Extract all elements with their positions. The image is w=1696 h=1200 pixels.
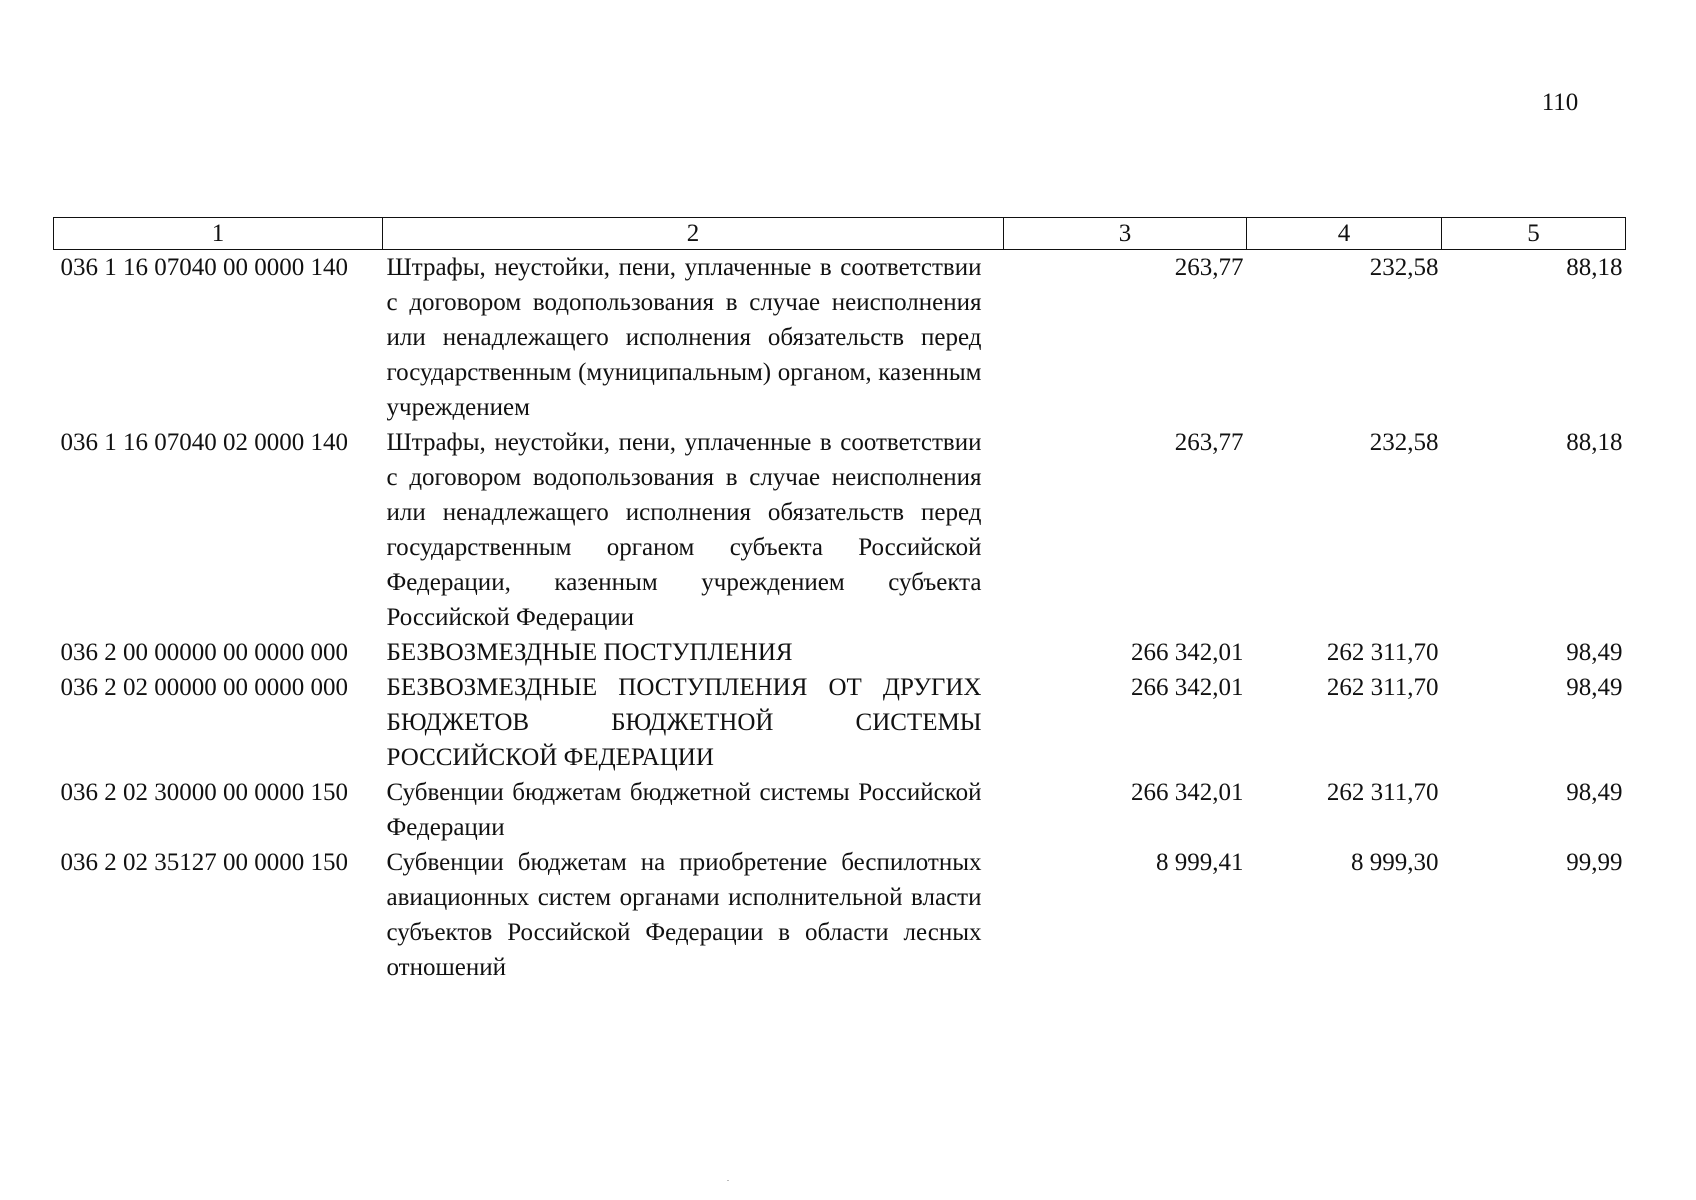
- budget-code: 036 2 02 30000 00 0000 150: [60, 779, 348, 806]
- table-body: [54, 250, 1626, 986]
- table-header: [54, 218, 1626, 250]
- table-row: [54, 635, 1626, 670]
- budget-code: 036 1 16 07040 02 0000 140: [60, 429, 348, 456]
- budget-code: 036 1 16 07040 00 0000 140: [60, 254, 348, 281]
- table-row: [54, 425, 1626, 635]
- table-row: [54, 775, 1626, 845]
- value-col-3: 266 342,01: [1131, 639, 1244, 666]
- value-col-3: 263,77: [1174, 429, 1244, 456]
- value-col-5: 88,18: [1566, 254, 1623, 281]
- header-col-4: 4: [1247, 218, 1442, 250]
- value-col-5: 98,49: [1566, 674, 1623, 701]
- header-col-5: 5: [1442, 218, 1626, 250]
- value-col-5: 98,49: [1566, 779, 1623, 806]
- table-row: [54, 250, 1626, 426]
- value-col-4: 232,58: [1369, 429, 1439, 456]
- value-col-3: 263,77: [1174, 254, 1244, 281]
- value-col-5: 88,18: [1566, 429, 1623, 456]
- budget-code: 036 2 02 00000 00 0000 000: [60, 674, 348, 701]
- row-description: Штрафы, неустойки, пени, уплаченные в соответствии с договором водопользования в случае неисполнения или ненадлежащего исполнения обязательств перед государственным (муниципальным) органом, казенным учреждением: [386, 254, 982, 421]
- value-col-4: 232,58: [1369, 254, 1439, 281]
- value-col-4: 262 311,70: [1326, 674, 1439, 701]
- row-description: Штрафы, неустойки, пени, уплаченные в соответствии с договором водопользования в случае неисполнения или ненадлежащего исполнения обязательств перед государственным органом субъекта Российской Федерации, казенным учреждением субъекта Российской Федерации: [386, 429, 982, 631]
- scan-speck: [727, 1180, 729, 1181]
- value-col-3: 266 342,01: [1131, 674, 1244, 701]
- page-number: 110: [1541, 89, 1579, 116]
- value-col-3: 266 342,01: [1131, 779, 1244, 806]
- value-col-5: 99,99: [1566, 849, 1623, 876]
- value-col-3: 8 999,41: [1156, 849, 1244, 876]
- row-description: Субвенции бюджетам бюджетной системы Российской Федерации: [386, 779, 982, 841]
- value-col-5: 98,49: [1566, 639, 1623, 666]
- budget-code: 036 2 00 00000 00 0000 000: [60, 639, 348, 666]
- value-col-4: 262 311,70: [1326, 639, 1439, 666]
- value-col-4: 262 311,70: [1326, 779, 1439, 806]
- header-row: [54, 218, 1626, 250]
- header-col-1: 1: [54, 218, 383, 250]
- row-description: Субвенции бюджетам на приобретение беспилотных авиационных систем органами исполнительной власти субъектов Российской Федерации в области лесных отношений: [386, 849, 982, 981]
- value-col-4: 8 999,30: [1351, 849, 1439, 876]
- row-description: БЕЗВОЗМЕЗДНЫЕ ПОСТУПЛЕНИЯ: [386, 639, 793, 666]
- header-col-2: 2: [383, 218, 1004, 250]
- budget-table: [53, 217, 1626, 985]
- header-col-3: 3: [1004, 218, 1247, 250]
- table-row: [54, 670, 1626, 775]
- budget-code: 036 2 02 35127 00 0000 150: [60, 849, 348, 876]
- table-row: [54, 845, 1626, 985]
- row-description: БЕЗВОЗМЕЗДНЫЕ ПОСТУПЛЕНИЯ ОТ ДРУГИХ БЮДЖЕТОВ БЮДЖЕТНОЙ СИСТЕМЫ РОССИЙСКОЙ ФЕДЕРАЦИИ: [386, 674, 982, 771]
